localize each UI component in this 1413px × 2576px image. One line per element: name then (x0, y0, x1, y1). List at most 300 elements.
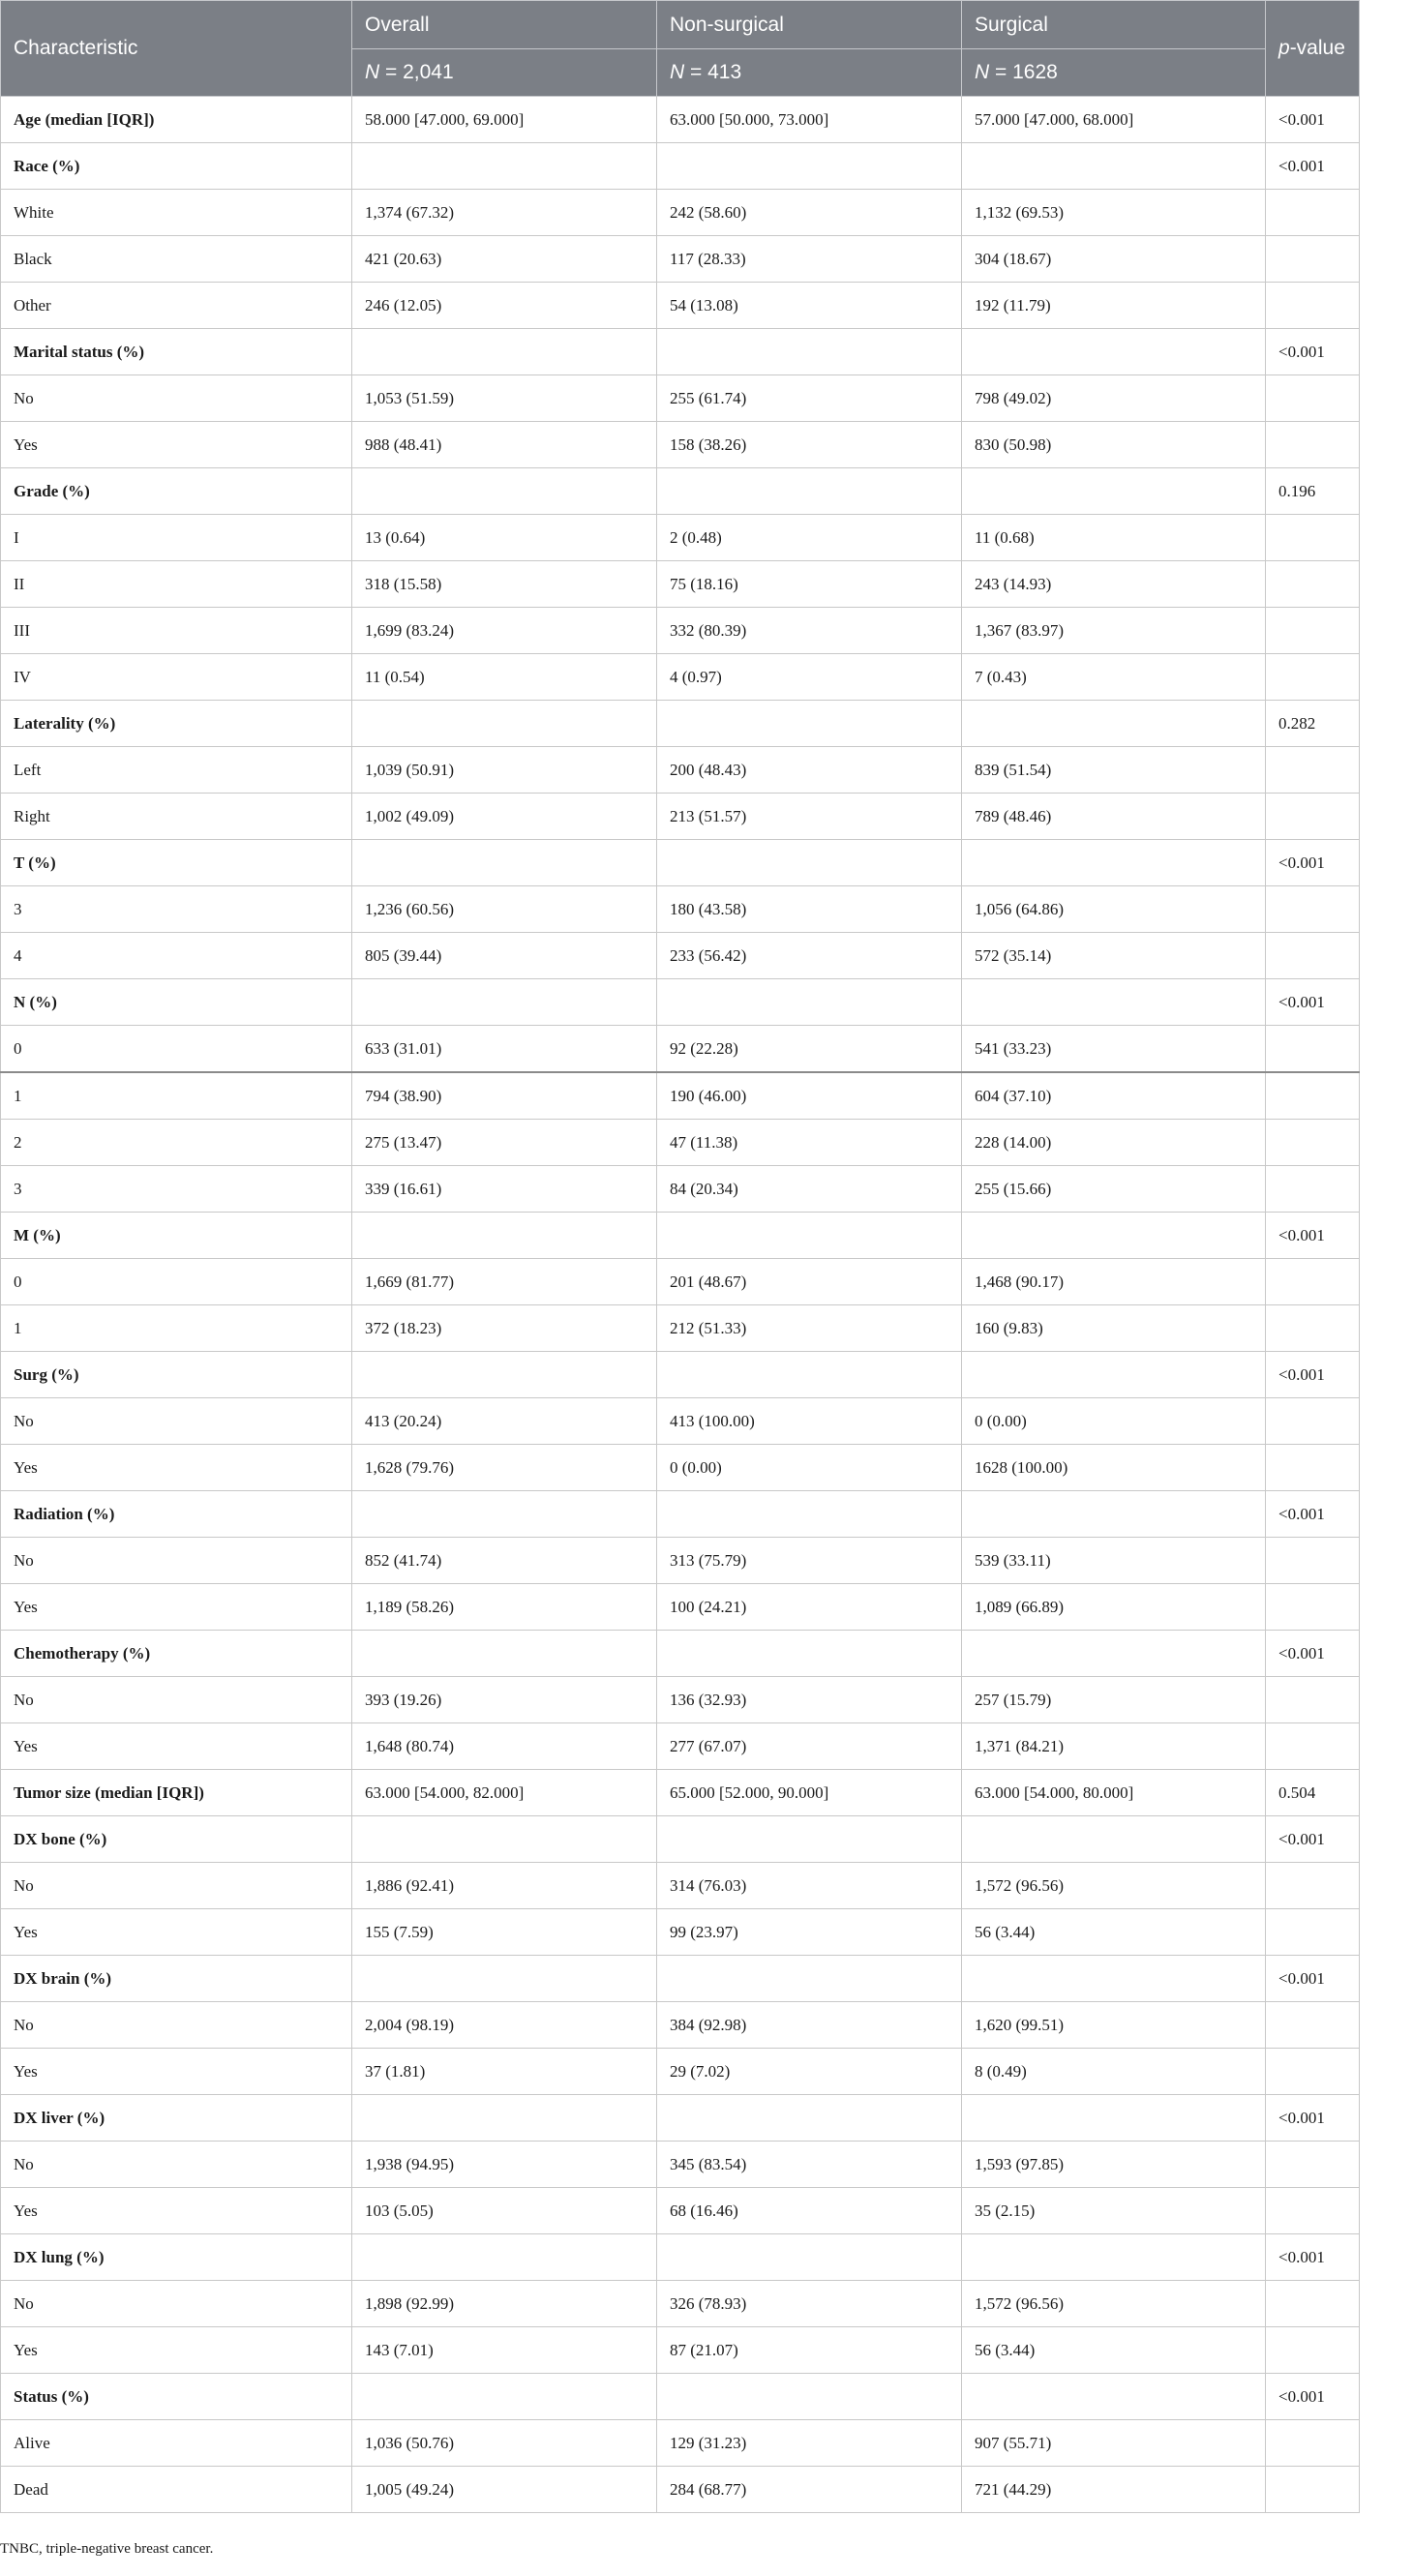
table-row (1, 1072, 1360, 1120)
overall-cell: 37 (1.81) (352, 2049, 657, 2095)
p-value-cell: 0.282 (1266, 701, 1360, 747)
p-value-cell (1266, 933, 1360, 979)
non-surgical-cell: 92 (22.28) (657, 1026, 962, 1073)
table-row (1, 608, 1360, 654)
overall-cell: 143 (7.01) (352, 2327, 657, 2374)
surgical-cell (962, 1816, 1266, 1863)
non-surgical-cell: 65.000 [52.000, 90.000] (657, 1770, 962, 1816)
surgical-cell: 1,371 (84.21) (962, 1723, 1266, 1770)
overall-cell: 1,005 (49.24) (352, 2467, 657, 2513)
overall-column-header: Overall (352, 1, 657, 49)
p-value-cell (1266, 2142, 1360, 2188)
overall-cell: 1,039 (50.91) (352, 747, 657, 794)
surgical-cell: 604 (37.10) (962, 1072, 1266, 1120)
overall-cell: 275 (13.47) (352, 1120, 657, 1166)
non-surgical-cell: 384 (92.98) (657, 2002, 962, 2049)
table-row (1, 515, 1360, 561)
p-value-cell (1266, 1909, 1360, 1956)
surgical-cell: 572 (35.14) (962, 933, 1266, 979)
non-surgical-cell: 201 (48.67) (657, 1259, 962, 1305)
p-value-cell (1266, 515, 1360, 561)
table-row (1, 1166, 1360, 1213)
table-row (1, 236, 1360, 283)
surgical-cell: 798 (49.02) (962, 375, 1266, 422)
table-group-row (1, 329, 1360, 375)
non-surgical-n-italic: N (670, 61, 685, 83)
overall-cell: 339 (16.61) (352, 1166, 657, 1213)
overall-cell: 1,648 (80.74) (352, 1723, 657, 1770)
characteristic-cell: Yes (1, 1909, 352, 1956)
overall-cell: 58.000 [47.000, 69.000] (352, 97, 657, 143)
overall-cell (352, 1352, 657, 1398)
p-value-cell: <0.001 (1266, 2095, 1360, 2142)
non-surgical-cell (657, 1352, 962, 1398)
table-row (1, 190, 1360, 236)
p-value-cell (1266, 2467, 1360, 2513)
p-value-cell (1266, 2188, 1360, 2234)
p-value-cell (1266, 886, 1360, 933)
surgical-cell (962, 468, 1266, 515)
characteristic-cell: 2 (1, 1120, 352, 1166)
non-surgical-cell: 326 (78.93) (657, 2281, 962, 2327)
surgical-cell: 1,593 (97.85) (962, 2142, 1266, 2188)
surgical-cell: 255 (15.66) (962, 1166, 1266, 1213)
characteristic-cell: No (1, 1538, 352, 1584)
surgical-cell (962, 1631, 1266, 1677)
table-row (1, 2281, 1360, 2327)
p-value-cell (1266, 2327, 1360, 2374)
overall-cell: 805 (39.44) (352, 933, 657, 979)
p-value-cell (1266, 283, 1360, 329)
p-value-cell (1266, 2002, 1360, 2049)
non-surgical-cell: 413 (100.00) (657, 1398, 962, 1445)
p-value-cell: <0.001 (1266, 97, 1360, 143)
characteristic-cell: No (1, 2142, 352, 2188)
surgical-cell: 8 (0.49) (962, 2049, 1266, 2095)
overall-cell (352, 1631, 657, 1677)
surgical-cell: 1628 (100.00) (962, 1445, 1266, 1491)
non-surgical-cell: 75 (18.16) (657, 561, 962, 608)
table-row (1, 1863, 1360, 1909)
non-surgical-cell: 180 (43.58) (657, 886, 962, 933)
surgical-cell: 1,468 (90.17) (962, 1259, 1266, 1305)
overall-cell: 421 (20.63) (352, 236, 657, 283)
characteristic-cell: 1 (1, 1072, 352, 1120)
non-surgical-cell: 255 (61.74) (657, 375, 962, 422)
table-body (1, 97, 1360, 2513)
characteristic-cell: Yes (1, 2049, 352, 2095)
characteristic-cell: 0 (1, 1259, 352, 1305)
overall-cell: 1,374 (67.32) (352, 190, 657, 236)
non-surgical-cell: 87 (21.07) (657, 2327, 962, 2374)
table-row (1, 1259, 1360, 1305)
header-row (1, 1, 1360, 49)
overall-cell: 1,699 (83.24) (352, 608, 657, 654)
table-row (1, 2467, 1360, 2513)
table-row (1, 1584, 1360, 1631)
surgical-cell (962, 2234, 1266, 2281)
overall-cell (352, 701, 657, 747)
overall-cell: 246 (12.05) (352, 283, 657, 329)
table-row (1, 2327, 1360, 2374)
table-row (1, 1398, 1360, 1445)
characteristic-cell: No (1, 1863, 352, 1909)
non-surgical-cell: 47 (11.38) (657, 1120, 962, 1166)
characteristic-cell: Yes (1, 2327, 352, 2374)
table-group-row (1, 1491, 1360, 1538)
overall-cell (352, 840, 657, 886)
characteristic-cell: 0 (1, 1026, 352, 1073)
characteristic-cell: IV (1, 654, 352, 701)
characteristic-cell: Right (1, 794, 352, 840)
non-surgical-cell: 190 (46.00) (657, 1072, 962, 1120)
table-group-row (1, 1352, 1360, 1398)
characteristic-cell: 1 (1, 1305, 352, 1352)
overall-cell: 393 (19.26) (352, 1677, 657, 1723)
non-surgical-cell: 242 (58.60) (657, 190, 962, 236)
p-value-cell: <0.001 (1266, 840, 1360, 886)
overall-cell (352, 1213, 657, 1259)
surgical-cell: 57.000 [47.000, 68.000] (962, 97, 1266, 143)
p-value-cell (1266, 1120, 1360, 1166)
overall-cell: 633 (31.01) (352, 1026, 657, 1073)
table-group-row (1, 840, 1360, 886)
overall-cell: 988 (48.41) (352, 422, 657, 468)
overall-cell: 852 (41.74) (352, 1538, 657, 1584)
table-group-row (1, 1631, 1360, 1677)
surgical-cell: 721 (44.29) (962, 2467, 1266, 2513)
p-value-cell (1266, 422, 1360, 468)
table-group-row (1, 1213, 1360, 1259)
overall-cell: 1,236 (60.56) (352, 886, 657, 933)
table-group-row (1, 2095, 1360, 2142)
overall-cell (352, 1816, 657, 1863)
table-row (1, 375, 1360, 422)
table-group-row (1, 1816, 1360, 1863)
non-surgical-cell: 63.000 [50.000, 73.000] (657, 97, 962, 143)
p-value-cell: <0.001 (1266, 1631, 1360, 1677)
non-surgical-count-header (657, 49, 962, 97)
overall-cell: 413 (20.24) (352, 1398, 657, 1445)
overall-count-header (352, 49, 657, 97)
non-surgical-cell: 158 (38.26) (657, 422, 962, 468)
table-row (1, 561, 1360, 608)
non-surgical-cell: 313 (75.79) (657, 1538, 962, 1584)
p-value-cell (1266, 608, 1360, 654)
table-row (1, 933, 1360, 979)
table-row (1, 1445, 1360, 1491)
table-group-row (1, 701, 1360, 747)
non-surgical-cell: 117 (28.33) (657, 236, 962, 283)
surgical-cell: 541 (33.23) (962, 1026, 1266, 1073)
surgical-cell: 1,089 (66.89) (962, 1584, 1266, 1631)
table-group-row (1, 468, 1360, 515)
overall-cell: 1,189 (58.26) (352, 1584, 657, 1631)
overall-cell: 1,669 (81.77) (352, 1259, 657, 1305)
overall-cell: 1,036 (50.76) (352, 2420, 657, 2467)
characteristic-column-header: Characteristic (1, 1, 352, 97)
characteristic-cell: Left (1, 747, 352, 794)
non-surgical-cell: 314 (76.03) (657, 1863, 962, 1909)
p-value-cell: <0.001 (1266, 2234, 1360, 2281)
characteristic-cell: DX brain (%) (1, 1956, 352, 2002)
characteristic-cell: Status (%) (1, 2374, 352, 2420)
table-row (1, 2188, 1360, 2234)
table-row (1, 2142, 1360, 2188)
non-surgical-column-header: Non-surgical (657, 1, 962, 49)
overall-n-rest: = 2,041 (379, 61, 454, 83)
surgical-cell: 304 (18.67) (962, 236, 1266, 283)
surgical-cell: 1,620 (99.51) (962, 2002, 1266, 2049)
overall-cell: 1,002 (49.09) (352, 794, 657, 840)
table-row (1, 1677, 1360, 1723)
overall-cell: 63.000 [54.000, 82.000] (352, 1770, 657, 1816)
characteristic-cell: White (1, 190, 352, 236)
p-value-cell (1266, 2420, 1360, 2467)
characteristic-cell: Laterality (%) (1, 701, 352, 747)
surgical-cell (962, 701, 1266, 747)
overall-cell: 1,886 (92.41) (352, 1863, 657, 1909)
non-surgical-cell (657, 1213, 962, 1259)
table-row (1, 1909, 1360, 1956)
overall-cell: 103 (5.05) (352, 2188, 657, 2234)
surgical-cell: 63.000 [54.000, 80.000] (962, 1770, 1266, 1816)
characteristic-cell: T (%) (1, 840, 352, 886)
table-row (1, 1120, 1360, 1166)
non-surgical-cell: 54 (13.08) (657, 283, 962, 329)
surgical-cell: 1,132 (69.53) (962, 190, 1266, 236)
p-value-cell: <0.001 (1266, 1213, 1360, 1259)
p-value-cell: <0.001 (1266, 1352, 1360, 1398)
characteristic-cell: M (%) (1, 1213, 352, 1259)
p-value-cell: 0.504 (1266, 1770, 1360, 1816)
non-surgical-cell: 136 (32.93) (657, 1677, 962, 1723)
p-value-cell: <0.001 (1266, 143, 1360, 190)
table-header (1, 1, 1360, 97)
overall-cell (352, 143, 657, 190)
surgical-cell: 11 (0.68) (962, 515, 1266, 561)
surgical-cell (962, 2095, 1266, 2142)
p-value-cell (1266, 747, 1360, 794)
surgical-column-header: Surgical (962, 1, 1266, 49)
p-value-header-rest: -value (1289, 37, 1345, 59)
characteristic-cell: 3 (1, 1166, 352, 1213)
table-row (1, 422, 1360, 468)
non-surgical-cell (657, 701, 962, 747)
surgical-cell: 228 (14.00) (962, 1120, 1266, 1166)
surgical-cell: 56 (3.44) (962, 1909, 1266, 1956)
characteristic-cell: I (1, 515, 352, 561)
overall-cell: 1,053 (51.59) (352, 375, 657, 422)
non-surgical-cell: 233 (56.42) (657, 933, 962, 979)
p-value-cell (1266, 375, 1360, 422)
non-surgical-cell: 84 (20.34) (657, 1166, 962, 1213)
characteristic-cell: Radiation (%) (1, 1491, 352, 1538)
non-surgical-cell (657, 840, 962, 886)
p-value-cell (1266, 2281, 1360, 2327)
surgical-cell: 789 (48.46) (962, 794, 1266, 840)
characteristic-cell: Age (median [IQR]) (1, 97, 352, 143)
non-surgical-cell: 100 (24.21) (657, 1584, 962, 1631)
surgical-cell: 192 (11.79) (962, 283, 1266, 329)
surgical-n-rest: = 1628 (989, 61, 1058, 83)
non-surgical-cell: 212 (51.33) (657, 1305, 962, 1352)
p-value-cell (1266, 1398, 1360, 1445)
table-row (1, 2002, 1360, 2049)
table-footnote: TNBC, triple-negative breast cancer. (0, 2541, 214, 2557)
surgical-cell: 7 (0.43) (962, 654, 1266, 701)
surgical-cell: 839 (51.54) (962, 747, 1266, 794)
non-surgical-cell: 200 (48.43) (657, 747, 962, 794)
p-value-cell: 0.196 (1266, 468, 1360, 515)
p-value-cell (1266, 1305, 1360, 1352)
p-value-cell (1266, 190, 1360, 236)
overall-cell (352, 979, 657, 1026)
p-value-cell (1266, 561, 1360, 608)
characteristic-cell: Yes (1, 1723, 352, 1770)
table-row (1, 1305, 1360, 1352)
p-value-cell: <0.001 (1266, 979, 1360, 1026)
table-group-row (1, 97, 1360, 143)
overall-cell: 2,004 (98.19) (352, 2002, 657, 2049)
table-row (1, 283, 1360, 329)
characteristic-cell: 4 (1, 933, 352, 979)
characteristic-cell: No (1, 2002, 352, 2049)
characteristic-cell: Other (1, 283, 352, 329)
surgical-n-italic: N (975, 61, 990, 83)
p-value-cell (1266, 1445, 1360, 1491)
non-surgical-cell (657, 2374, 962, 2420)
non-surgical-n-rest: = 413 (684, 61, 742, 83)
overall-cell (352, 468, 657, 515)
surgical-cell: 907 (55.71) (962, 2420, 1266, 2467)
surgical-cell: 56 (3.44) (962, 2327, 1266, 2374)
non-surgical-cell (657, 1491, 962, 1538)
p-value-cell: <0.001 (1266, 329, 1360, 375)
surgical-cell (962, 1491, 1266, 1538)
p-value-cell (1266, 1863, 1360, 1909)
characteristic-cell: DX liver (%) (1, 2095, 352, 2142)
non-surgical-cell: 213 (51.57) (657, 794, 962, 840)
characteristic-cell: No (1, 375, 352, 422)
surgical-cell (962, 1956, 1266, 2002)
table-row (1, 794, 1360, 840)
overall-cell (352, 2374, 657, 2420)
non-surgical-cell (657, 1631, 962, 1677)
p-value-cell (1266, 1259, 1360, 1305)
surgical-cell: 0 (0.00) (962, 1398, 1266, 1445)
non-surgical-cell: 284 (68.77) (657, 2467, 962, 2513)
p-value-cell (1266, 1538, 1360, 1584)
overall-cell (352, 2234, 657, 2281)
characteristic-cell: DX bone (%) (1, 1816, 352, 1863)
non-surgical-cell: 4 (0.97) (657, 654, 962, 701)
characteristic-cell: No (1, 1398, 352, 1445)
table-group-row (1, 979, 1360, 1026)
characteristic-cell: Chemotherapy (%) (1, 1631, 352, 1677)
non-surgical-cell (657, 2234, 962, 2281)
non-surgical-cell (657, 143, 962, 190)
p-value-cell (1266, 1166, 1360, 1213)
surgical-cell (962, 979, 1266, 1026)
characteristic-cell: Alive (1, 2420, 352, 2467)
surgical-cell: 1,572 (96.56) (962, 2281, 1266, 2327)
characteristic-cell: Yes (1, 1584, 352, 1631)
surgical-count-header (962, 49, 1266, 97)
non-surgical-cell (657, 979, 962, 1026)
p-value-cell: <0.001 (1266, 1816, 1360, 1863)
non-surgical-cell: 345 (83.54) (657, 2142, 962, 2188)
characteristic-cell: DX lung (%) (1, 2234, 352, 2281)
non-surgical-cell: 99 (23.97) (657, 1909, 962, 1956)
surgical-cell: 160 (9.83) (962, 1305, 1266, 1352)
overall-cell: 794 (38.90) (352, 1072, 657, 1120)
table-row (1, 747, 1360, 794)
overall-cell: 1,628 (79.76) (352, 1445, 657, 1491)
table-group-row (1, 143, 1360, 190)
characteristic-cell: Marital status (%) (1, 329, 352, 375)
non-surgical-cell (657, 2095, 962, 2142)
non-surgical-cell: 68 (16.46) (657, 2188, 962, 2234)
surgical-cell: 1,572 (96.56) (962, 1863, 1266, 1909)
overall-cell: 1,898 (92.99) (352, 2281, 657, 2327)
non-surgical-cell: 0 (0.00) (657, 1445, 962, 1491)
characteristic-cell: Tumor size (median [IQR]) (1, 1770, 352, 1816)
overall-cell: 1,938 (94.95) (352, 2142, 657, 2188)
non-surgical-cell: 332 (80.39) (657, 608, 962, 654)
table-row (1, 1538, 1360, 1584)
overall-cell: 155 (7.59) (352, 1909, 657, 1956)
table-row (1, 2049, 1360, 2095)
non-surgical-cell (657, 1816, 962, 1863)
table-row (1, 2420, 1360, 2467)
non-surgical-cell (657, 1956, 962, 2002)
p-value-cell (1266, 1677, 1360, 1723)
overall-cell (352, 1956, 657, 2002)
non-surgical-cell: 129 (31.23) (657, 2420, 962, 2467)
table-row (1, 1026, 1360, 1073)
characteristic-cell: Dead (1, 2467, 352, 2513)
characteristic-cell: Yes (1, 1445, 352, 1491)
p-value-cell (1266, 1072, 1360, 1120)
table-group-row (1, 2234, 1360, 2281)
surgical-cell (962, 840, 1266, 886)
surgical-cell: 1,367 (83.97) (962, 608, 1266, 654)
surgical-cell: 1,056 (64.86) (962, 886, 1266, 933)
table-row (1, 886, 1360, 933)
p-value-cell (1266, 236, 1360, 283)
characteristic-cell: No (1, 1677, 352, 1723)
overall-n-italic: N (365, 61, 380, 83)
overall-cell: 318 (15.58) (352, 561, 657, 608)
non-surgical-cell: 277 (67.07) (657, 1723, 962, 1770)
characteristic-cell: Yes (1, 2188, 352, 2234)
p-value-cell (1266, 1723, 1360, 1770)
characteristic-cell: N (%) (1, 979, 352, 1026)
table-group-row (1, 1770, 1360, 1816)
p-value-cell (1266, 654, 1360, 701)
p-value-cell (1266, 1584, 1360, 1631)
p-value-column-header (1266, 1, 1360, 97)
surgical-cell (962, 1213, 1266, 1259)
characteristic-cell: Yes (1, 422, 352, 468)
p-value-cell: <0.001 (1266, 1491, 1360, 1538)
table-row (1, 1723, 1360, 1770)
p-value-cell: <0.001 (1266, 1956, 1360, 2002)
surgical-cell (962, 143, 1266, 190)
surgical-cell: 243 (14.93) (962, 561, 1266, 608)
p-value-header-italic: p (1278, 37, 1290, 59)
